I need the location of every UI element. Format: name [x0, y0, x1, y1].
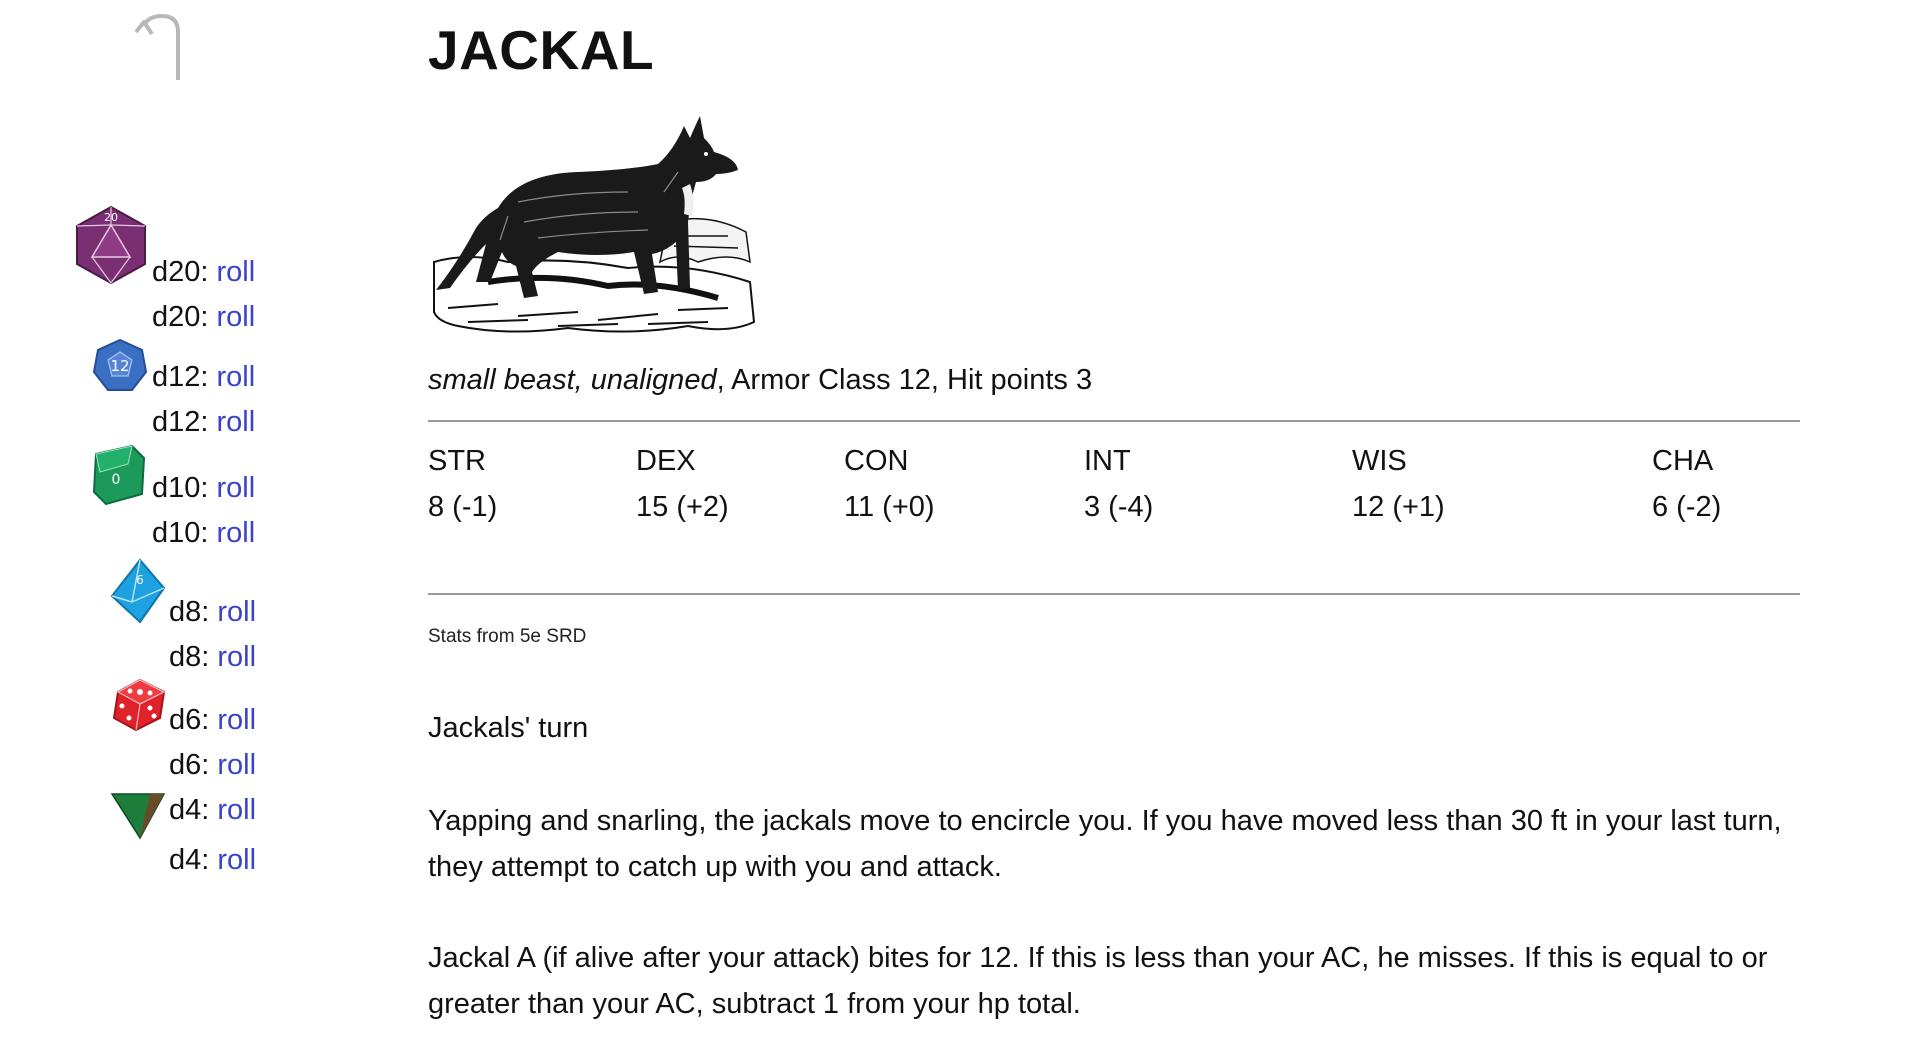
creature-armor-hp: , Armor Class 12, Hit points 3: [716, 364, 1093, 396]
stats-source-note: Stats from 5e SRD: [428, 626, 587, 647]
d8-label: d8:: [169, 596, 218, 628]
turn-paragraph-1: Yapping and snarling, the jackals move to encircle you. If you have moved less than 30 ft in your last turn, they attempt to catch up with you and attack.: [428, 805, 1782, 883]
d20-label: d20:: [152, 301, 217, 333]
stat-cha-value: 6 (-2): [1652, 491, 1722, 523]
d6-roll-row-1: [169, 702, 256, 738]
d4-label: d4:: [169, 844, 218, 876]
d6-roll-row-2: [169, 747, 256, 783]
d4-label: d4:: [169, 794, 218, 826]
d8-label: d8:: [169, 641, 218, 673]
d10-die-icon: [92, 444, 146, 506]
d6-die-icon: [110, 678, 166, 732]
d20-roll-row-1: [152, 254, 255, 290]
d10-roll-row-2: [152, 515, 255, 551]
stat-cha-label: CHA: [1652, 445, 1714, 477]
stat-str-label: STR: [428, 445, 486, 477]
dice-roller-panel: [0, 0, 330, 1058]
divider-top: [428, 420, 1800, 422]
d12-label: d12:: [152, 361, 217, 393]
d20-label: d20:: [152, 256, 217, 288]
d4-roll-row-1: [169, 792, 256, 828]
d10-label: d10:: [152, 472, 217, 504]
d8-roll-row-2: [169, 639, 256, 675]
d20-roll-link[interactable]: roll: [216, 256, 256, 288]
d20-roll-row-2: [152, 299, 255, 335]
d6-roll-link[interactable]: roll: [217, 704, 257, 736]
stat-dex-label: DEX: [636, 445, 696, 477]
stat-int-value: 3 (-4): [1084, 491, 1154, 523]
stat-wis-value: 12 (+1): [1352, 491, 1445, 523]
d12-roll-row-2: [152, 404, 255, 440]
divider-bottom: [428, 593, 1800, 595]
turn-heading: Jackals' turn: [428, 712, 589, 744]
d20-die-icon: [74, 205, 148, 285]
turn-paragraph-2: Jackal A (if alive after your attack) bites for 12. If this is less than your AC, he misses. If this is equal to or greater than your AC, subtract 1 from your hp total.: [428, 942, 1768, 1020]
d8-die-icon: [110, 558, 166, 624]
d20-roll-link[interactable]: roll: [216, 301, 256, 333]
stat-wis-label: WIS: [1352, 445, 1407, 477]
d12-die-icon: [92, 338, 148, 394]
d6-label: d6:: [169, 749, 218, 781]
d6-label: d6:: [169, 704, 218, 736]
stat-str-value: 8 (-1): [428, 491, 498, 523]
d12-roll-row-1: [152, 359, 255, 395]
stat-con-value: 11 (+0): [844, 491, 935, 523]
d8-face-label: 6: [136, 573, 144, 587]
d4-roll-row-2: [169, 842, 256, 878]
creature-title: JACKAL: [428, 19, 655, 81]
d8-roll-link[interactable]: roll: [217, 641, 257, 673]
creature-type: small beast, unaligned: [428, 364, 717, 396]
d10-roll-row-1: [152, 470, 255, 506]
stat-con-label: CON: [844, 445, 909, 477]
d10-roll-link[interactable]: roll: [216, 517, 256, 549]
jackal-illustration: [428, 112, 758, 342]
d4-die-icon: [110, 790, 166, 840]
creature-summary: [428, 362, 1092, 398]
d12-roll-link[interactable]: roll: [216, 406, 256, 438]
d10-roll-link[interactable]: roll: [216, 472, 256, 504]
d8-roll-row-1: [169, 594, 256, 630]
d20-face-label: 20: [104, 211, 118, 224]
d12-face-label: 12: [110, 357, 130, 375]
d10-label: d10:: [152, 517, 217, 549]
d8-roll-link[interactable]: roll: [217, 596, 257, 628]
stat-dex-value: 15 (+2): [636, 491, 729, 523]
d6-roll-link[interactable]: roll: [217, 749, 257, 781]
stat-int-label: INT: [1084, 445, 1131, 477]
d4-roll-link[interactable]: roll: [217, 844, 257, 876]
d10-face-label: 0: [111, 472, 121, 488]
d4-roll-link[interactable]: roll: [217, 794, 257, 826]
d12-roll-link[interactable]: roll: [216, 361, 256, 393]
d12-label: d12:: [152, 406, 217, 438]
